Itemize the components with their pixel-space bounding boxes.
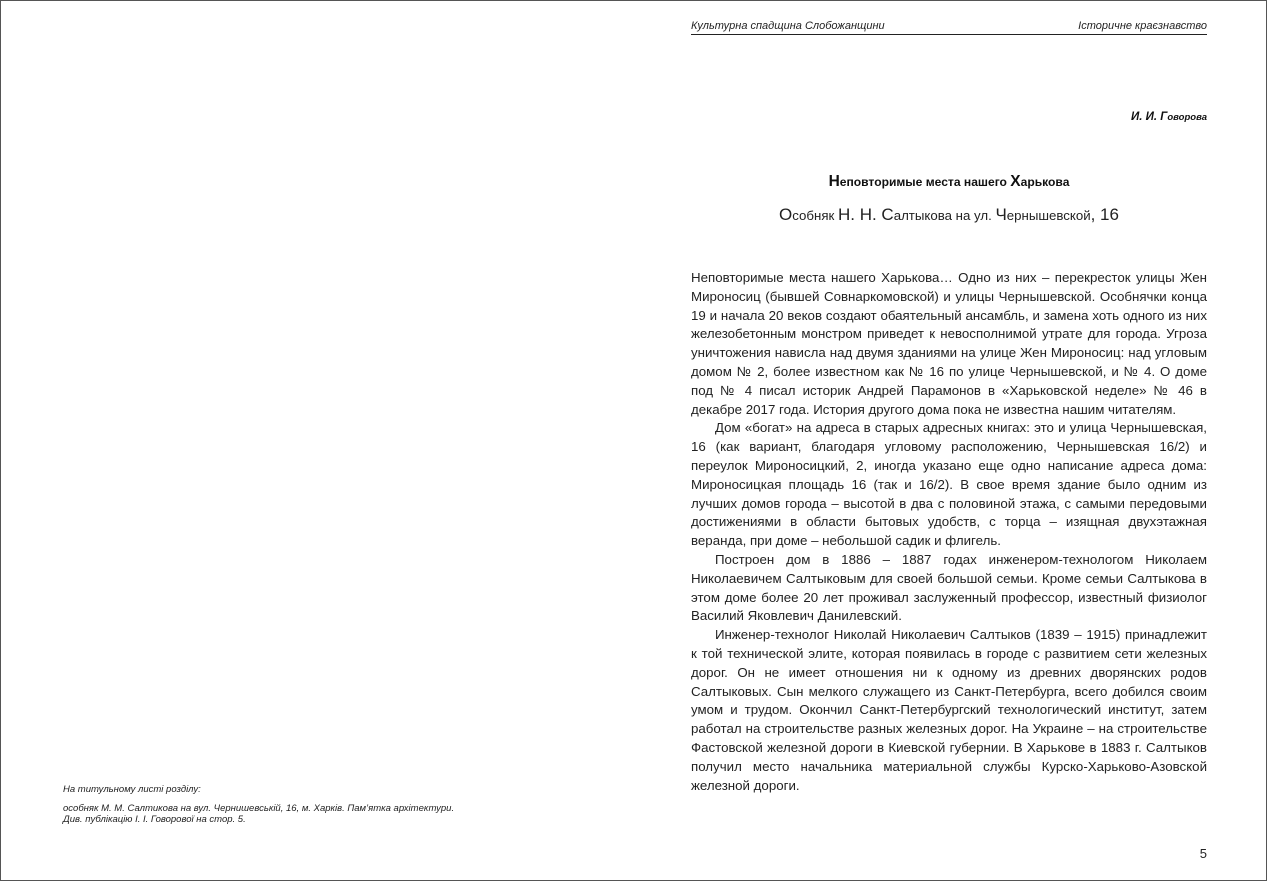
title-initial-1: Н bbox=[828, 173, 840, 190]
caption-label: На титульному листі розділу: bbox=[63, 784, 201, 795]
title-initial-2: Х bbox=[1010, 173, 1021, 190]
right-page bbox=[634, 1, 1266, 880]
article-author bbox=[1131, 111, 1207, 123]
subtitle-part-3: ернышевской bbox=[1006, 208, 1091, 223]
running-header bbox=[691, 19, 1207, 35]
paragraph: Дом «богат» на адреса в старых адресных книгах: это и улица Чернышевская, 16 (как вариант, благодаря угловому расположению, Чернышевская 16/2) и переулок Мироносицкий, 2, иногда указано еще одно написание адреса дома: Мироносицкая площадь 16 (так и 16/2). В свое время здание было одним из лучших домов города – высотой в два с половиной этажа, с самыми передовыми достижениями в области бытовых удобств, с торца – изящная двухэтажная веранда, при доме – небольшой садик и флигель. bbox=[691, 420, 1207, 549]
page-number: 5 bbox=[1199, 846, 1207, 861]
article-body bbox=[691, 269, 1207, 795]
subtitle-tail: , 16 bbox=[1090, 205, 1119, 224]
subtitle-initial-1: О bbox=[779, 205, 793, 224]
subtitle-part-2: алтыкова на ул. bbox=[893, 208, 996, 223]
title-part-1: еповторимые места нашего bbox=[839, 175, 1011, 189]
header-journal-title: Культурна спадщина Слобожанщини bbox=[691, 20, 885, 32]
title-page-caption bbox=[63, 784, 543, 825]
header-section-title: Історичне краєзнавство bbox=[1078, 20, 1207, 32]
paragraph: Инженер-технолог Николай Николаевич Салтыков (1839 – 1915) принадлежит к той технической элите, которая появилась в городе с развитием сети железных дорог. Он не имеет отношения ни к одному из древних дворянских родов Салтыковых. Сын мелкого служащего из Санкт-Петербурга, всего добился своим умом и трудом. Окончил Санкт-Петербургский технологический институт, затем работал на строительстве разных железных дорог. На Украине – на строительстве Фастовской железной дороги в Киевской губернии. В Харькове в 1883 г. Салтыков получил место начальника материальной службы Курско-Харьково-Азовской железной дороги. bbox=[691, 627, 1207, 793]
title-part-2: арькова bbox=[1020, 175, 1070, 189]
article-subtitle bbox=[691, 205, 1207, 225]
subtitle-part-1: собняк bbox=[792, 208, 838, 223]
paragraph: Построен дом в 1886 – 1887 годах инженером-технологом Николаем Николаевичем Салтыковым для своей большой семьи. Кроме семьи Салтыкова в этом доме более 20 лет проживал заслуженный профессор, известный физиолог Василий Яковлевич Данилевский. bbox=[691, 551, 1207, 624]
author-surname: оворова bbox=[1167, 112, 1207, 123]
paragraph: Неповторимые места нашего Харькова… Одно из них – перекресток улицы Жен Мироносиц (бывшей Совнаркомовской) и улицы Чернышевской. Особнячки конца 19 и начала 20 веков создают обаятельный ансамбль, и замена хоть одного из них железобетонным монстром приведет к невосполнимой утрате для города. Угроза уничтожения нависла над двумя зданиями на улице Жен Мироносиц: над угловым домом № 2, более известном как № 16 по улице Чернышевской, и № 4. О доме под № 4 писал историк Андрей Парамонов в «Харьковской неделе» № 46 в декабре 2017 года. История другого дома пока не известна нашим читателям. bbox=[691, 270, 1207, 417]
subtitle-initial-3: Ч bbox=[995, 205, 1007, 224]
author-initials: И. И. Г bbox=[1130, 111, 1168, 123]
article-title bbox=[691, 173, 1207, 191]
left-page bbox=[1, 1, 634, 880]
caption-line-1: особняк М. М. Салтикова на вул. Чернишевській, 16, м. Харків. Пам’ятка архітектури. bbox=[63, 803, 455, 814]
subtitle-name: Н. Н. С bbox=[837, 205, 894, 224]
caption-line-2: Див. публікацію І. І. Говорової на стор. 5. bbox=[63, 814, 246, 825]
